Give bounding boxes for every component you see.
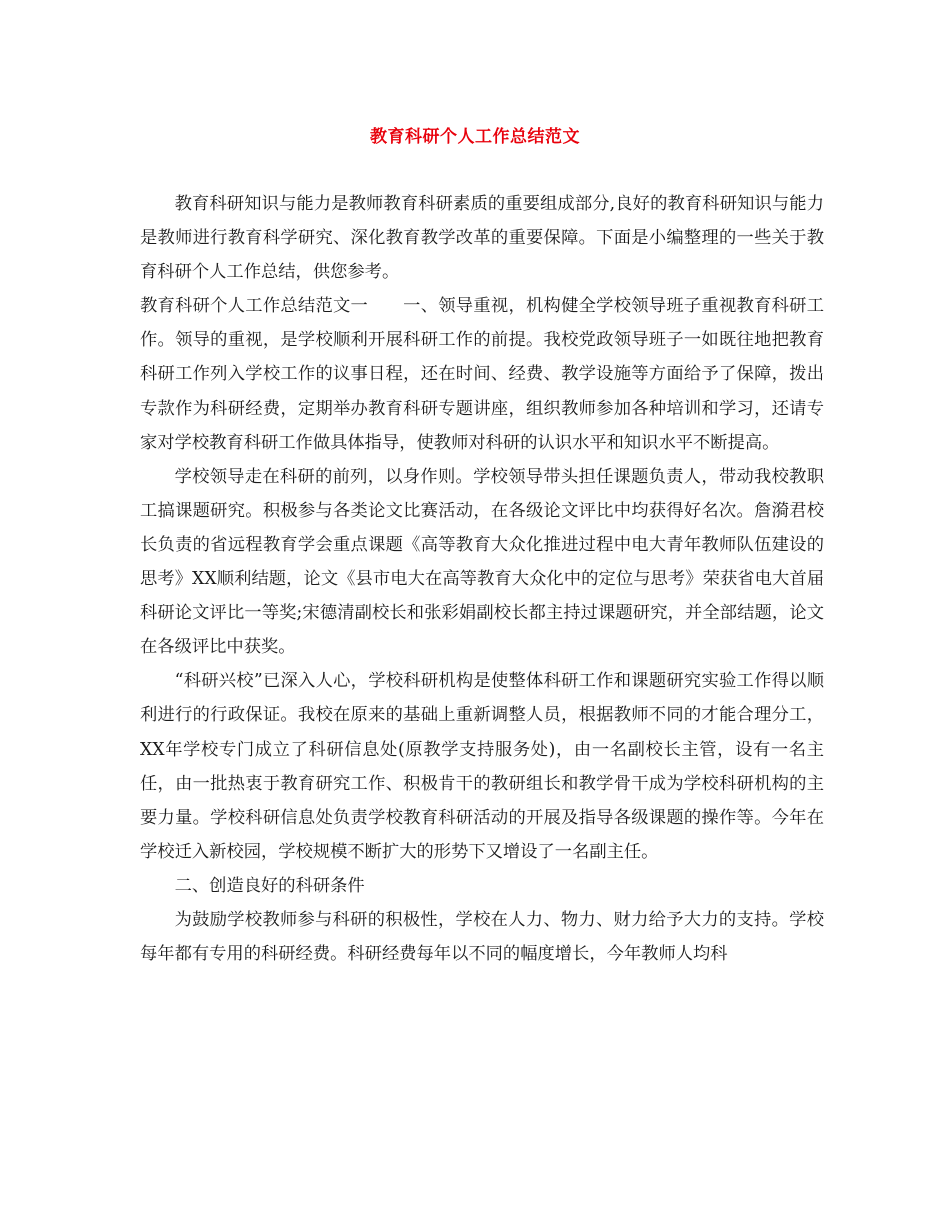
paragraph-funding: 为鼓励学校教师参与科研的积极性，学校在人力、物力、财力给予大力的支持。学校每年都有专用的科研经费。科研经费每年以不同的幅度增长，今年教师人均科 (140, 909, 824, 965)
paragraph-leadership: 学校领导走在科研的前列，以身作则。学校领导带头担任课题负责人，带动我校教职工搞课题研究。积极参与各类论文比赛活动，在各级论文评比中均获得好名次。詹漪君校长负责的省远程教育学会重点课题《高等教育大众化推进过程中电大青年教师队伍建设的思考》XX顺利结题，论文《县市电大在高等教育大众化中的定位与思考》荣获省电大首届科研论文评比一等奖;宋德清副校长和张彩娟副校长都主持过课题研究，并全部结题，论文在各级评比中获奖。 (140, 466, 824, 658)
paragraph-intro: 教育科研知识与能力是教师教育科研素质的重要组成部分,良好的教育科研知识与能力是教师进行教育科学研究、深化教育教学改革的重要保障。下面是小编整理的一些关于教育科研个人工作总结，供您参考。 (140, 194, 824, 283)
paragraph-section-one: 教育科研个人工作总结范文一 一、领导重视，机构健全学校领导班子重视教育科研工作。领导的重视，是学校顺利开展科研工作的前提。我校党政领导班子一如既往地把教育科研工作列入学校工作的议事日程，还在时间、经费、教学设施等方面给予了保障，拨出专款作为科研经费，定期举办教育科研专题讲座，组织教师参加各种培训和学习，还请专家对学校教育科研工作做具体指导，使教师对科研的认识水平和知识水平不断提高。 (140, 296, 824, 453)
document-title: 教育科研个人工作总结范文 (370, 127, 580, 147)
section-heading-two: 二、创造良好的科研条件 (174, 875, 365, 896)
paragraph-research-office: “科研兴校”已深入人心，学校科研机构是使整体科研工作和课题研究实验工作得以顺利进行的行政保证。我校在原来的基础上重新调整人员，根据教师不同的才能合理分工，XX年学校专门成立了科研信息处(原教学支持服务处)，由一名副校长主管，设有一名主任，由一批热衷于教育研究工作、积极肯干的教研组长和教学骨干成为学校科研机构的主要力量。学校科研信息处负责学校教育科研活动的开展及指导各级课题的操作等。今年在学校迁入新校园，学校规模不断扩大的形势下又增设了一名副主任。 (140, 671, 824, 862)
document-body (140, 187, 824, 971)
